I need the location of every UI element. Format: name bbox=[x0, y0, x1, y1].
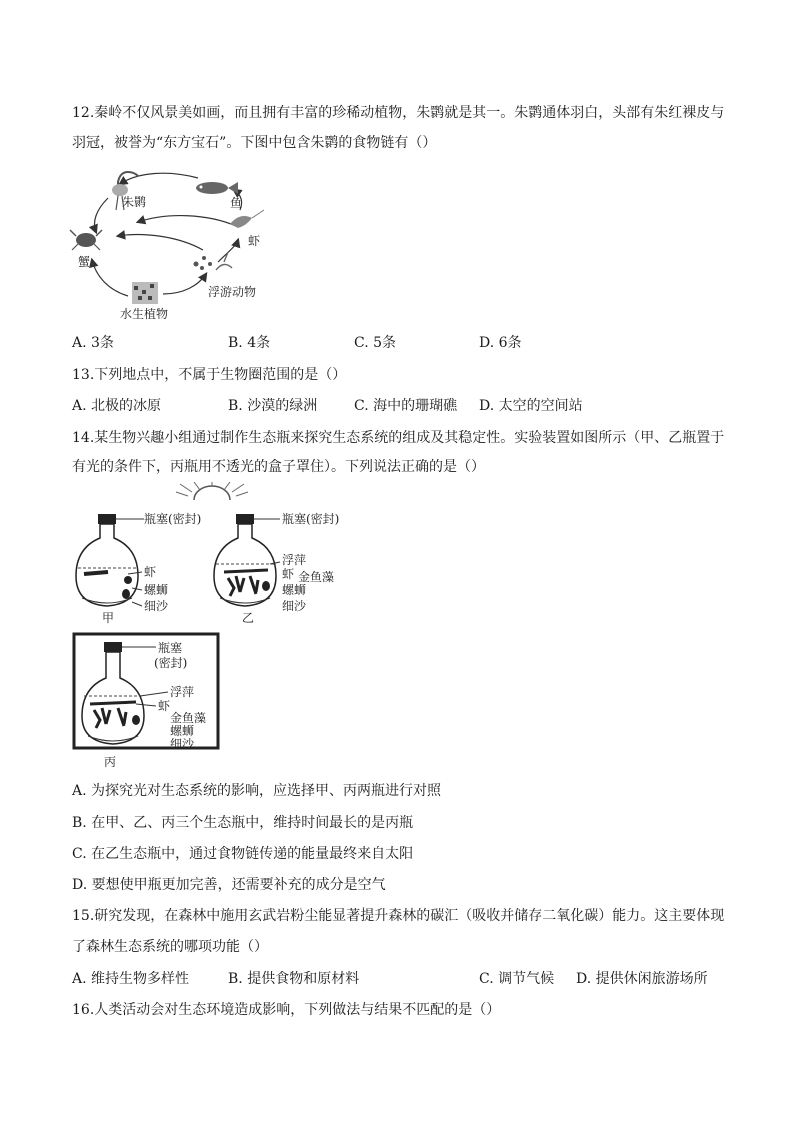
label-plants: 水生植物 bbox=[120, 307, 169, 321]
q13-option-a[interactable]: A. 北极的冰原 bbox=[72, 398, 162, 414]
bing-label-duckweed: 浮萍 bbox=[170, 685, 195, 699]
jia-label-stopper: 瓶塞(密封) bbox=[144, 512, 202, 526]
label-fish: 鱼 bbox=[230, 196, 243, 210]
bing-label-shrimp: 虾 bbox=[158, 699, 171, 713]
jia-label-shrimp: 虾 bbox=[144, 565, 157, 579]
q13-option-b[interactable]: B. 沙漠的绿洲 bbox=[228, 398, 318, 414]
yi-label-duckweed: 浮萍 bbox=[282, 553, 307, 567]
q14-option-d[interactable]: D. 要想使甲瓶更加完善，还需要补充的成分是空气 bbox=[72, 877, 386, 893]
label-crab: 蟹 bbox=[78, 255, 91, 269]
jia-label-sand: 细沙 bbox=[144, 599, 169, 613]
q12-option-a[interactable]: A. 3条 bbox=[72, 335, 114, 351]
yi-label-sand: 细沙 bbox=[282, 599, 307, 613]
label-ibis: 朱鹮 bbox=[122, 195, 147, 209]
bing-label-hornwort: 金鱼藻 bbox=[170, 711, 207, 725]
plankton-icon bbox=[194, 252, 233, 270]
q13-option-d[interactable]: D. 太空的空间站 bbox=[479, 398, 583, 414]
q15-stem-line1: 15.研究发现，在森林中施用玄武岩粉尘能显著提升森林的碳汇（吸收并储存二氧化碳）能力。这主要体现 bbox=[72, 908, 725, 924]
jia-label-snail: 螺蛳 bbox=[144, 583, 169, 597]
yi-label-stopper: 瓶塞(密封) bbox=[282, 512, 340, 526]
q13-stem: 13.下列地点中，不属于生物圈范围的是（） bbox=[72, 367, 347, 383]
yi-label-hornwort: 金鱼藻 bbox=[298, 570, 335, 584]
q15-option-c[interactable]: C. 调节气候 bbox=[479, 971, 555, 987]
q15-stem-line2: 了森林生态系统的哪项功能（） bbox=[72, 939, 268, 955]
q12-stem-line1: 12.秦岭不仅风景美如画，而且拥有丰富的珍稀动植物，朱鹮就是其一。朱鹮通体羽白，头部有朱红裸皮与 bbox=[72, 105, 725, 121]
q14-option-c[interactable]: C. 在乙生态瓶中，通过食物链传递的能量最终来自太阳 bbox=[72, 846, 414, 862]
shrimp-icon bbox=[230, 210, 264, 228]
bottle-bing bbox=[82, 642, 144, 744]
bottle-yi bbox=[214, 514, 276, 606]
sun-icon bbox=[176, 482, 248, 500]
q16-stem: 16.人类活动会对生态环境造成影响，下列做法与结果不匹配的是（） bbox=[72, 1002, 501, 1018]
yi-caption: 乙 bbox=[242, 611, 255, 625]
q15-option-b[interactable]: B. 提供食物和原材料 bbox=[228, 971, 360, 987]
q15-option-a[interactable]: A. 维持生物多样性 bbox=[72, 971, 190, 987]
bottle-bing-figure bbox=[70, 632, 230, 770]
q15-option-d[interactable]: D. 提供休闲旅游场所 bbox=[576, 971, 708, 987]
bing-caption: 丙 bbox=[104, 755, 117, 769]
q12-option-d[interactable]: D. 6条 bbox=[479, 335, 522, 351]
bing-label-stopper-a: 瓶塞 bbox=[158, 641, 183, 655]
q12-option-b[interactable]: B. 4条 bbox=[228, 335, 271, 351]
bing-label-stopper-b: (密封) bbox=[154, 656, 188, 670]
q13-option-c[interactable]: C. 海中的珊瑚礁 bbox=[354, 398, 458, 414]
yi-label-snail: 螺蛳 bbox=[282, 583, 307, 597]
bing-label-sand: 细沙 bbox=[170, 737, 195, 751]
bottle-jia bbox=[76, 514, 138, 606]
q14-option-b[interactable]: B. 在甲、乙、丙三个生态瓶中，维持时间最长的是丙瓶 bbox=[72, 815, 414, 831]
food-web-figure bbox=[68, 166, 278, 324]
crab-icon bbox=[70, 230, 102, 250]
label-shrimp: 虾 bbox=[248, 234, 261, 248]
q14-stem-line1: 14.某生物兴趣小组通过制作生态瓶来探究生态系统的组成及其稳定性。实验装置如图所示（甲、乙瓶置于 bbox=[72, 430, 725, 446]
fish-icon bbox=[196, 182, 238, 194]
yi-label-shrimp: 虾 bbox=[282, 567, 295, 581]
jia-caption: 甲 bbox=[102, 611, 115, 625]
q12-option-c[interactable]: C. 5条 bbox=[354, 335, 397, 351]
q14-option-a[interactable]: A. 为探究光对生态系统的影响，应选择甲、丙两瓶进行对照 bbox=[72, 783, 442, 799]
label-plankton: 浮游动物 bbox=[208, 285, 257, 299]
aquatic-plant-icon bbox=[132, 282, 158, 304]
bottles-jia-yi-figure bbox=[70, 482, 360, 630]
q14-stem-line2: 有光的条件下，丙瓶用不透光的盒子罩住）。下列说法正确的是（） bbox=[72, 459, 485, 475]
q12-stem-line2: 羽冠，被誉为“东方宝石”。下图中包含朱鹮的食物链有（） bbox=[72, 135, 437, 151]
bing-label-snail: 螺蛳 bbox=[170, 724, 195, 738]
